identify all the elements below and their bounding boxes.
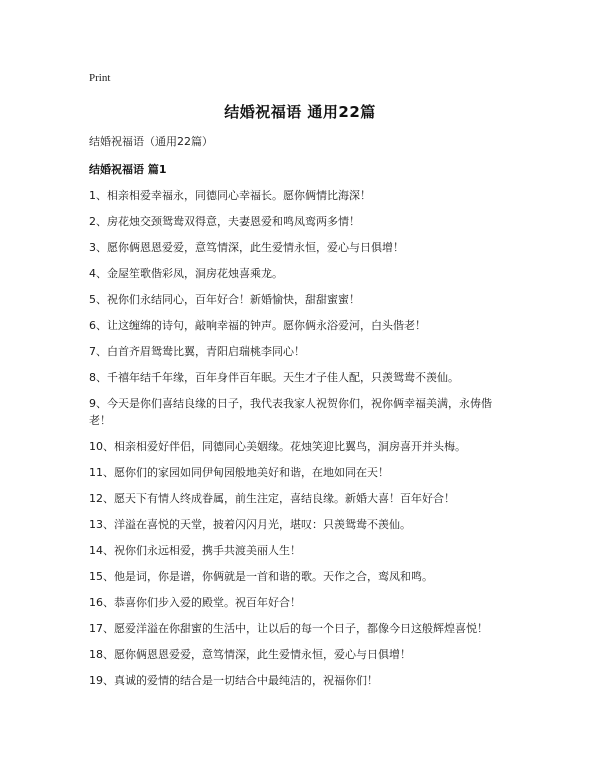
list-item: 14、祝你们永远相爱，携手共渡美丽人生！ xyxy=(89,544,301,557)
list-item: 8、千禧年结千年缘，百年身伴百年眠。天生才子佳人配，只羡鸳鸯不羡仙。 xyxy=(89,371,459,384)
list-item: 18、愿你俩恩恩爱爱，意笃情深，此生爱情永恒，爱心与日俱增！ xyxy=(89,648,411,661)
list-item: 10、相亲相爱好伴侣，同德同心美姻缘。花烛笑迎比翼鸟，洞房喜开并头梅。 xyxy=(89,440,466,453)
list-item: 4、金屋笙歌偕彩凤，洞房花烛喜乘龙。 xyxy=(89,267,283,280)
list-item: 7、白首齐眉鸳鸯比翼，青阳启瑞桃李同心！ xyxy=(89,345,305,358)
list-item: 13、洋溢在喜悦的天堂，披着闪闪月光，堪叹：只羡鸳鸯不羡仙。 xyxy=(89,518,411,531)
list-item: 9、今天是你们喜结良缘的日子，我代表我家人祝贺你们，祝你俩幸福美满，永俦偕老！ xyxy=(89,397,492,427)
list-item: 5、祝你们永结同心，百年好合！新婚愉快，甜甜蜜蜜！ xyxy=(89,293,360,306)
list-item: 3、愿你俩恩恩爱爱，意笃情深，此生爱情永恒，爱心与日俱增！ xyxy=(89,241,404,254)
list-item: 15、他是词，你是谱，你俩就是一首和谐的歌。天作之合，鸾凤和鸣。 xyxy=(89,570,433,583)
list-item: 2、房花烛交颈鸳鸯双得意，夫妻恩爱和鸣凤鸾两多情！ xyxy=(89,215,360,228)
list-item: 12、愿天下有情人终成眷属，前生注定，喜结良缘。新婚大喜！百年好合！ xyxy=(89,492,455,505)
list-item: 11、愿你们的家园如同伊甸园般地美好和谐，在地如同在天！ xyxy=(89,466,389,479)
section-heading: 结婚祝福语 篇1 xyxy=(89,163,167,176)
document-subtitle: 结婚祝福语（通用22篇） xyxy=(89,135,213,148)
list-item: 6、让这缠绵的诗句，敲响幸福的钟声。愿你俩永浴爱河，白头偕老！ xyxy=(89,319,426,332)
list-item: 16、恭喜你们步入爱的殿堂。祝百年好合！ xyxy=(89,596,301,609)
print-label: Print xyxy=(89,72,111,84)
list-item: 1、相亲相爱幸福永，同德同心幸福长。愿你俩情比海深！ xyxy=(89,189,371,202)
list-item: 19、真诚的爱情的结合是一切结合中最纯洁的，祝福你们！ xyxy=(89,674,378,687)
page-title: 结婚祝福语 通用22篇 xyxy=(224,103,376,121)
list-item: 17、愿爱洋溢在你甜蜜的生活中，让以后的每一个日子，都像今日这般辉煌喜悦！ xyxy=(89,622,488,635)
blessing-list xyxy=(89,187,513,698)
